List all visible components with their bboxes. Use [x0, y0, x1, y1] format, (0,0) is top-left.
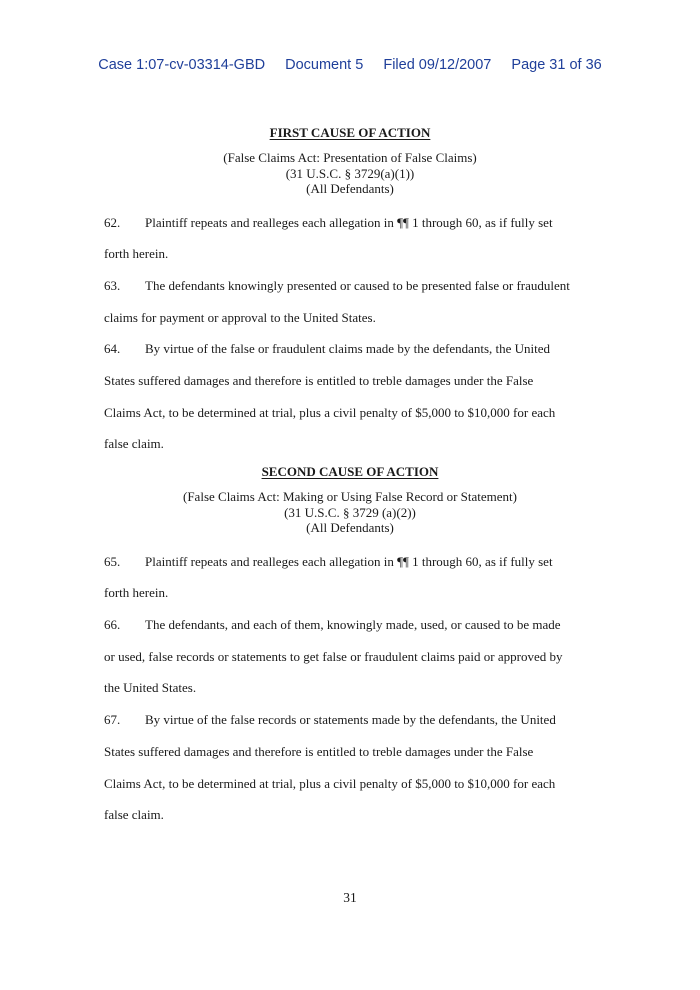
paragraph-line: Claims Act, to be determined at trial, plus a civil penalty of $5,000 to $10,000 for each [104, 775, 556, 791]
case-number: Case 1:07-cv-03314-GBD [98, 57, 266, 73]
paragraph [104, 609, 596, 704]
document-body [104, 124, 596, 831]
paragraph-line: false claim. [104, 807, 164, 823]
paragraph-line [104, 270, 596, 302]
paragraph [104, 270, 596, 333]
subheading-line: (False Claims Act: Presentation of False Claims) [223, 150, 477, 165]
paragraph [104, 333, 596, 460]
paragraph-line: Claims Act, to be determined at trial, plus a civil penalty of $5,000 to $10,000 for each [104, 404, 556, 420]
paragraph-number: 67. [104, 712, 121, 728]
subheading-line: (31 U.S.C. § 3729 (a)(2)) [284, 504, 416, 520]
document-number: Document 5 [285, 57, 364, 73]
section-heading: FIRST CAUSE OF ACTION [269, 125, 431, 140]
paragraph-line: forth herein. [104, 246, 169, 262]
paragraph-number: 63. [104, 277, 121, 293]
paragraph-line [104, 609, 596, 641]
paragraph-number: 64. [104, 341, 121, 357]
filed-date: Filed 09/12/2007 [383, 57, 492, 73]
paragraph [104, 704, 596, 831]
paragraph-text: By virtue of the false or fraudulent claims made by the defendants, the United [145, 341, 551, 357]
paragraph-text: The defendants knowingly presented or caused to be presented false or fraudulent [145, 277, 570, 293]
paragraph-line: the United States. [104, 680, 197, 696]
cause-of-action-section [104, 124, 596, 460]
page-number: 31 [343, 890, 357, 905]
paragraph-line: States suffered damages and therefore is entitled to treble damages under the False [104, 743, 534, 759]
page-count: Page 31 of 36 [511, 57, 602, 73]
paragraph-line: claims for payment or approval to the United States. [104, 309, 376, 325]
filing-header [0, 57, 700, 73]
paragraph-line [104, 704, 596, 736]
paragraph-line [104, 333, 596, 365]
paragraph-line [104, 546, 596, 578]
paragraph-number: 62. [104, 214, 121, 230]
paragraph-line: States suffered damages and therefore is entitled to treble damages under the False [104, 373, 534, 389]
subheading-line: (All Defendants) [306, 181, 394, 196]
subheading-line: (31 U.S.C. § 3729(a)(1)) [285, 165, 415, 181]
paragraph-number: 66. [104, 617, 121, 633]
paragraph [104, 207, 596, 270]
paragraph-text: The defendants, and each of them, knowingly made, used, or caused to be made [145, 617, 561, 633]
paragraph-text: Plaintiff repeats and realleges each allegation in ¶¶ 1 through 60, as if fully set [145, 214, 553, 230]
paragraph-text: By virtue of the false records or statements made by the defendants, the United [145, 712, 556, 728]
subheading-line: (All Defendants) [306, 520, 394, 536]
subheading-line: (False Claims Act: Making or Using False Record or Statement) [183, 489, 517, 505]
paragraph-line: or used, false records or statements to get false or fraudulent claims paid or approved by [104, 648, 563, 664]
section-subheading [104, 150, 596, 197]
paragraph-text: Plaintiff repeats and realleges each allegation in ¶¶ 1 through 60, as if fully set [145, 553, 553, 569]
paragraph-line: false claim. [104, 436, 164, 452]
paragraph-number: 65. [104, 553, 121, 569]
cause-of-action-section [104, 463, 596, 831]
section-heading: SECOND CAUSE OF ACTION [261, 464, 439, 480]
paragraph-line: forth herein. [104, 585, 169, 601]
section-subheading [104, 489, 596, 536]
paragraph [104, 546, 596, 609]
paragraph-line [104, 207, 596, 239]
